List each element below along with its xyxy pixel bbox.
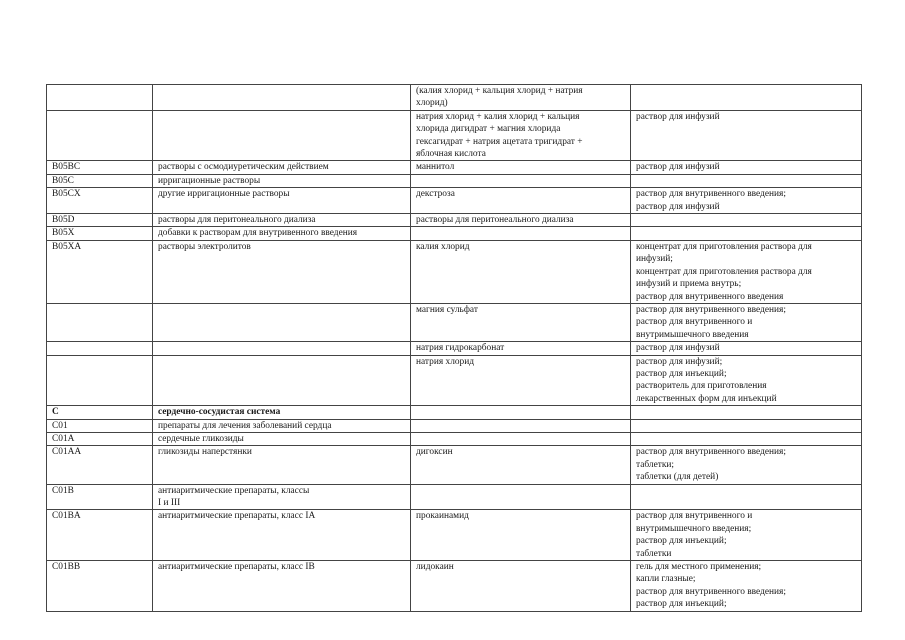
empty-cell-filler bbox=[158, 111, 407, 123]
atc-code-cell bbox=[47, 484, 153, 510]
empty-cell-filler bbox=[636, 214, 858, 226]
atc-code-cell bbox=[47, 342, 153, 355]
atc-code-cell bbox=[47, 227, 153, 240]
group-name-cell bbox=[153, 510, 411, 561]
drug-name-cell bbox=[411, 355, 631, 406]
atc-code-cell bbox=[47, 240, 153, 303]
drug-name-cell bbox=[411, 342, 631, 355]
drug-name-cell bbox=[411, 161, 631, 174]
atc-code-text: C01A bbox=[52, 433, 75, 444]
dosage-forms-line: растворитель для приготовления bbox=[636, 381, 767, 392]
drug-name-cell bbox=[411, 110, 631, 161]
group-name-line: I и III bbox=[158, 498, 181, 508]
drug-name-cell bbox=[411, 227, 631, 240]
group-name-line: антиаритмические препараты, классы bbox=[158, 485, 310, 496]
drug-name-line: хлорида дигидрат + магния хлорида bbox=[416, 124, 561, 135]
dosage-forms-cell bbox=[631, 188, 862, 214]
dosage-forms-cell bbox=[631, 561, 862, 612]
atc-code-cell bbox=[47, 110, 153, 161]
table-row bbox=[47, 174, 862, 187]
empty-cell-filler bbox=[636, 433, 858, 445]
table-row bbox=[47, 406, 862, 419]
dosage-forms-line: раствор для инфузий bbox=[636, 111, 720, 122]
table-row bbox=[47, 510, 862, 561]
empty-cell-filler bbox=[416, 433, 627, 445]
table-row bbox=[47, 419, 862, 432]
group-name-cell bbox=[153, 419, 411, 432]
atc-code-text: B05XA bbox=[52, 241, 82, 252]
table-row bbox=[47, 432, 862, 445]
table-row bbox=[47, 188, 862, 214]
group-name-line: гликозиды наперстянки bbox=[158, 447, 252, 458]
atc-code-cell bbox=[47, 432, 153, 445]
atc-code-cell bbox=[47, 85, 153, 111]
dosage-forms-line: таблетки bbox=[636, 548, 672, 559]
drug-name-cell bbox=[411, 214, 631, 227]
drug-name-cell bbox=[411, 419, 631, 432]
table-row bbox=[47, 85, 862, 111]
table-row bbox=[47, 446, 862, 484]
dosage-forms-line: капли глазные; bbox=[636, 574, 696, 585]
group-name-line: антиаритмические препараты, класс IB bbox=[158, 562, 315, 573]
drug-name-line: натрия гидрокарбонат bbox=[416, 343, 505, 354]
atc-code-text: B05CX bbox=[52, 189, 81, 200]
empty-cell-filler bbox=[636, 85, 858, 97]
dosage-forms-line: лекарственных форм для инъекций bbox=[636, 393, 777, 404]
dosage-forms-line: концентрат для приготовления раствора для bbox=[636, 241, 812, 252]
dosage-forms-line: раствор для внутривенного введения bbox=[636, 291, 784, 302]
atc-code-cell bbox=[47, 406, 153, 419]
group-name-cell bbox=[153, 85, 411, 111]
atc-code-text bbox=[52, 111, 149, 123]
drug-name-cell bbox=[411, 446, 631, 484]
dosage-forms-line: раствор для внутривенного и bbox=[636, 511, 753, 522]
drug-name-cell bbox=[411, 188, 631, 214]
drug-classification-table bbox=[46, 84, 862, 612]
group-name-line: сердечно-сосудистая система bbox=[158, 407, 281, 418]
group-name-cell bbox=[153, 161, 411, 174]
dosage-forms-cell bbox=[631, 214, 862, 227]
empty-cell-filler bbox=[636, 227, 858, 239]
dosage-forms-line: раствор для инфузий; bbox=[636, 356, 723, 367]
dosage-forms-line: раствор для инфузий bbox=[636, 201, 720, 212]
dosage-forms-cell bbox=[631, 446, 862, 484]
group-name-cell bbox=[153, 303, 411, 341]
group-name-line: антиаритмические препараты, класс IA bbox=[158, 511, 316, 522]
dosage-forms-line: раствор для инфузий bbox=[636, 343, 720, 354]
group-name-line: растворы для перитонеального диализа bbox=[158, 215, 316, 226]
atc-code-cell bbox=[47, 174, 153, 187]
group-name-cell bbox=[153, 561, 411, 612]
atc-code-cell bbox=[47, 188, 153, 214]
drug-name-line: растворы для перитонеального диализа bbox=[416, 215, 574, 226]
group-name-line: растворы с осмодиуретическим действием bbox=[158, 162, 329, 173]
dosage-forms-cell bbox=[631, 484, 862, 510]
group-name-cell bbox=[153, 406, 411, 419]
dosage-forms-cell bbox=[631, 240, 862, 303]
dosage-forms-cell bbox=[631, 355, 862, 406]
dosage-forms-cell bbox=[631, 303, 862, 341]
group-name-cell bbox=[153, 214, 411, 227]
drug-name-cell bbox=[411, 174, 631, 187]
atc-code-cell bbox=[47, 561, 153, 612]
drug-name-line: (калия хлорид + кальция хлорид + натрия bbox=[416, 86, 583, 96]
atc-code-cell bbox=[47, 419, 153, 432]
empty-cell-filler bbox=[416, 406, 627, 418]
drug-name-line: прокаинамид bbox=[416, 511, 469, 522]
empty-cell-filler bbox=[636, 175, 858, 187]
table-row bbox=[47, 303, 862, 341]
atc-code-text: C01BB bbox=[52, 562, 81, 573]
dosage-forms-line: раствор для внутривенного введения; bbox=[636, 189, 786, 200]
dosage-forms-line: инфузий; bbox=[636, 254, 673, 265]
group-name-line: добавки к растворам для внутривенного введения bbox=[158, 228, 358, 239]
dosage-forms-line: внутримышечного введения bbox=[636, 329, 749, 340]
atc-code-text: B05X bbox=[52, 228, 75, 239]
dosage-forms-line: инфузий и приема внутрь; bbox=[636, 279, 742, 290]
atc-code-cell bbox=[47, 446, 153, 484]
group-name-line: ирригационные растворы bbox=[158, 175, 261, 186]
atc-code-text bbox=[52, 342, 149, 354]
empty-cell-filler bbox=[636, 406, 858, 418]
table-row bbox=[47, 240, 862, 303]
drug-name-line: калия хлорид bbox=[416, 241, 470, 252]
dosage-forms-cell bbox=[631, 406, 862, 419]
dosage-forms-cell bbox=[631, 227, 862, 240]
atc-code-text: B05BC bbox=[52, 162, 81, 173]
empty-cell-filler bbox=[416, 175, 627, 187]
drug-name-cell bbox=[411, 85, 631, 111]
dosage-forms-line: раствор для инъекций; bbox=[636, 536, 727, 547]
drug-name-line: натрия хлорид + калия хлорид + кальция bbox=[416, 111, 580, 122]
table-row bbox=[47, 484, 862, 510]
dosage-forms-line: раствор для внутривенного введения; bbox=[636, 447, 786, 458]
group-name-cell bbox=[153, 110, 411, 161]
group-name-line: препараты для лечения заболеваний сердца bbox=[158, 420, 332, 431]
atc-code-cell bbox=[47, 510, 153, 561]
group-name-line: растворы электролитов bbox=[158, 241, 251, 252]
table-row bbox=[47, 342, 862, 355]
empty-cell-filler bbox=[158, 85, 407, 97]
dosage-forms-line: раствор для инъекций; bbox=[636, 599, 727, 610]
table-row bbox=[47, 355, 862, 406]
atc-code-cell bbox=[47, 355, 153, 406]
drug-name-cell bbox=[411, 406, 631, 419]
document-page bbox=[46, 84, 861, 612]
table-body bbox=[47, 85, 862, 612]
drug-name-cell bbox=[411, 510, 631, 561]
atc-code-text: C01AA bbox=[52, 447, 82, 458]
drug-name-line: дигоксин bbox=[416, 447, 453, 458]
table-row bbox=[47, 227, 862, 240]
drug-name-line: гексагидрат + натрия ацетата тригидрат + bbox=[416, 136, 583, 147]
drug-name-cell bbox=[411, 561, 631, 612]
empty-cell-filler bbox=[416, 485, 627, 497]
atc-code-text: C01 bbox=[52, 420, 68, 431]
atc-code-cell bbox=[47, 214, 153, 227]
empty-cell-filler bbox=[158, 356, 407, 368]
dosage-forms-cell bbox=[631, 110, 862, 161]
dosage-forms-line: таблетки; bbox=[636, 459, 675, 470]
dosage-forms-cell bbox=[631, 419, 862, 432]
group-name-cell bbox=[153, 484, 411, 510]
group-name-cell bbox=[153, 174, 411, 187]
atc-code-text: B05C bbox=[52, 175, 74, 186]
group-name-cell bbox=[153, 227, 411, 240]
table-row bbox=[47, 110, 862, 161]
dosage-forms-line: концентрат для приготовления раствора для bbox=[636, 266, 812, 277]
atc-code-cell bbox=[47, 303, 153, 341]
atc-code-text: C bbox=[52, 407, 59, 418]
dosage-forms-line: внутримышечного введения; bbox=[636, 523, 752, 534]
group-name-cell bbox=[153, 342, 411, 355]
drug-name-cell bbox=[411, 484, 631, 510]
dosage-forms-cell bbox=[631, 161, 862, 174]
atc-code-text: C01BA bbox=[52, 511, 81, 522]
dosage-forms-line: раствор для внутривенного введения; bbox=[636, 304, 786, 315]
atc-code-cell bbox=[47, 161, 153, 174]
group-name-cell bbox=[153, 432, 411, 445]
table-row bbox=[47, 161, 862, 174]
drug-name-line: декстроза bbox=[416, 189, 455, 200]
group-name-cell bbox=[153, 188, 411, 214]
dosage-forms-cell bbox=[631, 510, 862, 561]
drug-name-cell bbox=[411, 240, 631, 303]
empty-cell-filler bbox=[636, 485, 858, 497]
dosage-forms-line: гель для местного применения; bbox=[636, 562, 762, 573]
group-name-cell bbox=[153, 355, 411, 406]
dosage-forms-cell bbox=[631, 432, 862, 445]
dosage-forms-line: раствор для инфузий bbox=[636, 162, 720, 173]
dosage-forms-cell bbox=[631, 174, 862, 187]
empty-cell-filler bbox=[416, 420, 627, 432]
table-row bbox=[47, 561, 862, 612]
dosage-forms-cell bbox=[631, 342, 862, 355]
empty-cell-filler bbox=[636, 420, 858, 432]
atc-code-text: C01B bbox=[52, 485, 74, 496]
table-row bbox=[47, 214, 862, 227]
drug-name-line: хлорид) bbox=[416, 98, 448, 109]
drug-name-cell bbox=[411, 432, 631, 445]
empty-cell-filler bbox=[416, 227, 627, 239]
empty-cell-filler bbox=[158, 304, 407, 316]
drug-name-line: лидокаин bbox=[416, 562, 454, 573]
empty-cell-filler bbox=[158, 342, 407, 354]
group-name-line: сердечные гликозиды bbox=[158, 433, 244, 444]
dosage-forms-cell bbox=[631, 85, 862, 111]
group-name-cell bbox=[153, 446, 411, 484]
group-name-cell bbox=[153, 240, 411, 303]
drug-name-line: натрия хлорид bbox=[416, 356, 475, 367]
dosage-forms-line: раствор для внутривенного и bbox=[636, 317, 753, 328]
atc-code-text bbox=[52, 304, 149, 316]
drug-name-line: магния сульфат bbox=[416, 304, 478, 315]
drug-name-line: маннитол bbox=[416, 162, 455, 173]
atc-code-text: B05D bbox=[52, 215, 75, 226]
drug-name-cell bbox=[411, 303, 631, 341]
atc-code-text bbox=[52, 85, 149, 97]
group-name-line: другие ирригационные растворы bbox=[158, 189, 290, 200]
dosage-forms-line: раствор для инъекций; bbox=[636, 368, 727, 379]
atc-code-text bbox=[52, 356, 149, 368]
dosage-forms-line: таблетки (для детей) bbox=[636, 472, 719, 483]
drug-name-line: яблочная кислота bbox=[416, 149, 486, 160]
dosage-forms-line: раствор для внутривенного введения; bbox=[636, 586, 786, 597]
